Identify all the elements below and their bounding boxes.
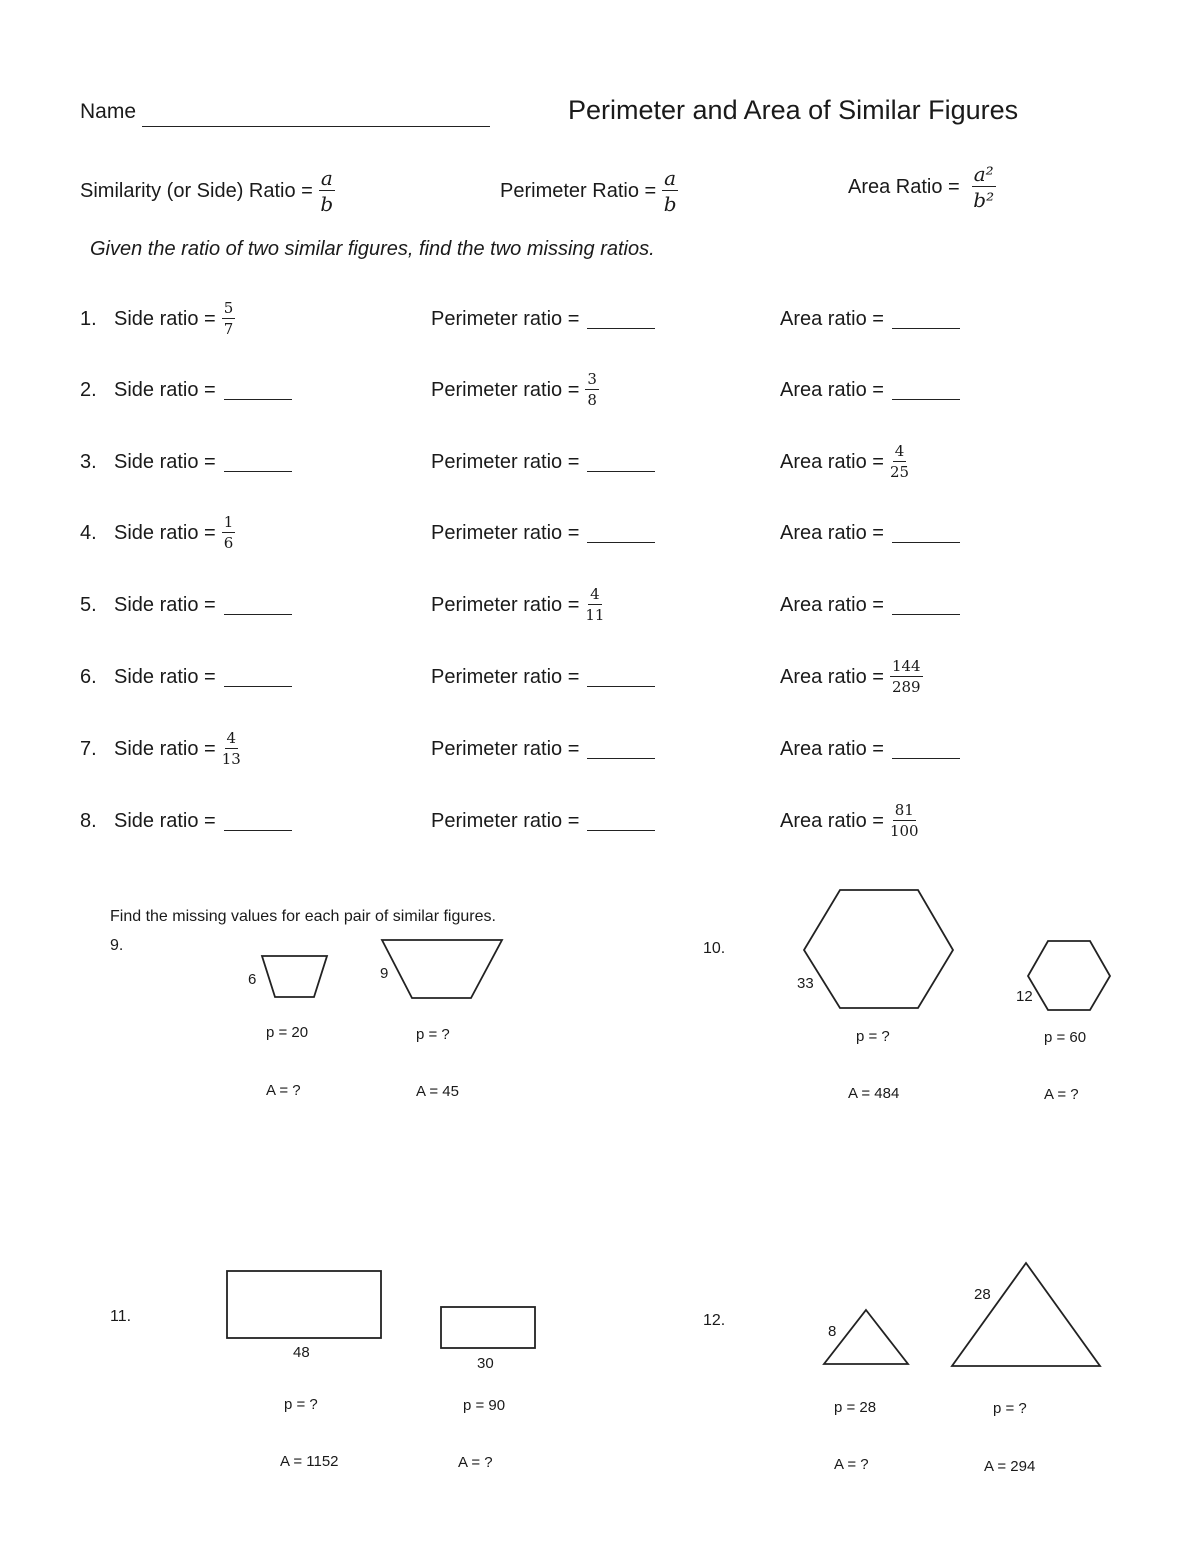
side-length-label: 12 bbox=[1016, 988, 1033, 1005]
name-field[interactable] bbox=[142, 126, 490, 127]
fraction-numerator: 3 bbox=[587, 370, 597, 388]
problem-number: 1. bbox=[80, 307, 97, 330]
perimeter-ratio-answer-blank[interactable] bbox=[587, 812, 655, 831]
area-value: A = 1152 bbox=[280, 1453, 339, 1470]
side-ratio-label: Side ratio = bbox=[114, 521, 216, 544]
perimeter-ratio-label: Perimeter ratio = bbox=[431, 521, 580, 544]
perimeter-ratio-label: Perimeter ratio = bbox=[431, 307, 580, 330]
area-value: A = ? bbox=[834, 1456, 869, 1473]
similarity-ratio-label: Similarity (or Side) Ratio = bbox=[80, 179, 313, 202]
area-ratio-label: Area ratio = bbox=[780, 593, 884, 616]
side-length-label: 48 bbox=[293, 1344, 310, 1361]
side-ratio-answer-blank[interactable] bbox=[224, 668, 292, 687]
perimeter-ratio-label: Perimeter Ratio = bbox=[500, 179, 657, 202]
area-ratio-answer-blank[interactable] bbox=[892, 381, 960, 400]
fraction-numerator: a bbox=[664, 166, 677, 190]
problem-number: 11. bbox=[110, 1308, 132, 1325]
area-ratio-answer-blank[interactable] bbox=[892, 596, 960, 615]
similarity-ratio-fraction bbox=[319, 168, 335, 214]
fraction-numerator: 1 bbox=[223, 513, 234, 531]
area-value: A = 294 bbox=[984, 1458, 1036, 1475]
perimeter-ratio-label: Perimeter ratio = bbox=[431, 593, 580, 616]
area-value: A = 45 bbox=[416, 1083, 459, 1100]
side-length-label: 8 bbox=[828, 1323, 837, 1340]
problem-number: 8. bbox=[80, 809, 97, 832]
perimeter-value: p = ? bbox=[284, 1396, 318, 1413]
area-ratio-fraction bbox=[890, 803, 919, 839]
area-ratio-label: Area ratio = bbox=[780, 307, 884, 330]
side-ratio-answer-blank[interactable] bbox=[224, 453, 292, 472]
problem-number: 7. bbox=[80, 737, 97, 760]
side-ratio-label: Side ratio = bbox=[114, 593, 216, 616]
fraction-numerator: a bbox=[320, 166, 333, 190]
area-value: A = ? bbox=[458, 1454, 493, 1471]
fraction-numerator: 4 bbox=[226, 729, 237, 747]
side-length-label: 33 bbox=[797, 975, 814, 992]
side-ratio-label: Side ratio = bbox=[114, 450, 216, 473]
perimeter-ratio-answer-blank[interactable] bbox=[587, 524, 655, 543]
side-ratio-fraction bbox=[222, 515, 236, 551]
perimeter-ratio-label: Perimeter ratio = bbox=[431, 737, 580, 760]
area-value: A = 484 bbox=[848, 1085, 900, 1102]
problem-number: 2. bbox=[80, 378, 97, 401]
perimeter-value: p = 20 bbox=[266, 1024, 309, 1041]
fraction-numerator: 144 bbox=[891, 657, 921, 675]
perimeter-ratio-fraction bbox=[585, 372, 599, 408]
perimeter-ratio-cell bbox=[431, 724, 655, 774]
side-length-label: 30 bbox=[477, 1355, 494, 1372]
side-ratio-fraction bbox=[222, 731, 241, 767]
fraction-numerator: 81 bbox=[894, 801, 914, 819]
area-ratio-cell bbox=[780, 437, 909, 487]
fraction-denominator: b bbox=[663, 192, 677, 216]
fraction-denominator: 13 bbox=[221, 750, 241, 768]
problem-number: 12. bbox=[703, 1312, 726, 1329]
perimeter-ratio-answer-blank[interactable] bbox=[587, 668, 655, 687]
area-value: A = ? bbox=[266, 1082, 301, 1099]
side-ratio-label: Side ratio = bbox=[114, 809, 216, 832]
section2-title: Find the missing values for each pair of similar figures. bbox=[110, 908, 496, 925]
side-ratio-cell bbox=[80, 724, 241, 774]
side-length-label: 6 bbox=[248, 971, 257, 988]
side-ratio-answer-blank[interactable] bbox=[224, 596, 292, 615]
side-ratio-cell bbox=[80, 580, 292, 630]
triangle-large bbox=[0, 0, 1, 1]
side-ratio-label: Side ratio = bbox=[114, 307, 216, 330]
problem-number: 9. bbox=[110, 937, 124, 954]
perimeter-ratio-answer-blank[interactable] bbox=[587, 310, 655, 329]
area-ratio-fraction bbox=[972, 164, 996, 210]
area-ratio-label: Area ratio = bbox=[780, 665, 884, 688]
fraction-denominator: 289 bbox=[891, 678, 921, 696]
fraction-denominator: b² bbox=[973, 188, 995, 212]
fraction-denominator: 8 bbox=[587, 391, 597, 409]
area-ratio-label: Area Ratio = bbox=[848, 175, 960, 198]
perimeter-ratio-answer-blank[interactable] bbox=[587, 740, 655, 759]
area-ratio-label: Area ratio = bbox=[780, 521, 884, 544]
problem-number: 5. bbox=[80, 593, 97, 616]
problem-number: 10. bbox=[703, 940, 726, 957]
perimeter-ratio-cell bbox=[431, 796, 655, 846]
area-ratio-cell bbox=[780, 796, 919, 846]
area-ratio-answer-blank[interactable] bbox=[892, 310, 960, 329]
similarity-ratio-formula bbox=[80, 168, 335, 214]
perimeter-ratio-cell bbox=[431, 508, 655, 558]
area-ratio-cell bbox=[780, 580, 960, 630]
perimeter-ratio-label: Perimeter ratio = bbox=[431, 809, 580, 832]
perimeter-value: p = ? bbox=[416, 1026, 450, 1043]
area-ratio-cell bbox=[780, 508, 960, 558]
perimeter-ratio-formula bbox=[500, 168, 678, 214]
page-title: Perimeter and Area of Similar Figures bbox=[568, 95, 1019, 125]
side-ratio-cell bbox=[80, 508, 235, 558]
side-length-label: 28 bbox=[974, 1286, 991, 1303]
fraction-numerator: a² bbox=[973, 162, 994, 186]
area-value: A = ? bbox=[1044, 1086, 1079, 1103]
perimeter-ratio-label: Perimeter ratio = bbox=[431, 450, 580, 473]
area-ratio-fraction bbox=[890, 444, 909, 480]
problem-number: 4. bbox=[80, 521, 97, 544]
area-ratio-label: Area ratio = bbox=[780, 450, 884, 473]
area-ratio-cell bbox=[780, 365, 960, 415]
fraction-denominator: b bbox=[320, 192, 334, 216]
side-length-label: 9 bbox=[380, 965, 389, 982]
instructions: Given the ratio of two similar figures, find the two missing ratios. bbox=[90, 238, 655, 260]
perimeter-ratio-answer-blank[interactable] bbox=[587, 453, 655, 472]
perimeter-value: p = ? bbox=[993, 1400, 1027, 1417]
area-ratio-cell bbox=[780, 724, 960, 774]
perimeter-ratio-label: Perimeter ratio = bbox=[431, 665, 580, 688]
area-ratio-fraction bbox=[890, 659, 923, 695]
perimeter-ratio-cell bbox=[431, 437, 655, 487]
area-ratio-label: Area ratio = bbox=[780, 737, 884, 760]
side-ratio-cell bbox=[80, 365, 292, 415]
perimeter-value: p = 90 bbox=[463, 1397, 506, 1414]
fraction-numerator: 4 bbox=[590, 585, 600, 603]
fraction-denominator: 11 bbox=[585, 606, 605, 624]
perimeter-ratio-cell bbox=[431, 294, 655, 344]
area-ratio-answer-blank[interactable] bbox=[892, 524, 960, 543]
perimeter-ratio-cell bbox=[431, 580, 604, 630]
perimeter-ratio-label: Perimeter ratio = bbox=[431, 378, 580, 401]
area-ratio-cell bbox=[780, 294, 960, 344]
perimeter-value: p = 60 bbox=[1044, 1029, 1087, 1046]
side-ratio-label: Side ratio = bbox=[114, 665, 216, 688]
area-ratio-formula bbox=[848, 164, 996, 210]
area-ratio-answer-blank[interactable] bbox=[892, 740, 960, 759]
side-ratio-cell bbox=[80, 294, 235, 344]
perimeter-ratio-fraction bbox=[662, 168, 678, 214]
fraction-numerator: 5 bbox=[223, 299, 234, 317]
side-ratio-answer-blank[interactable] bbox=[224, 381, 292, 400]
perimeter-ratio-cell bbox=[431, 365, 599, 415]
fraction-denominator: 100 bbox=[889, 822, 919, 840]
name-label: Name bbox=[80, 100, 137, 123]
fraction-denominator: 6 bbox=[223, 534, 234, 552]
side-ratio-fraction bbox=[222, 301, 236, 337]
fraction-denominator: 7 bbox=[223, 320, 234, 338]
side-ratio-cell bbox=[80, 652, 292, 702]
area-ratio-label: Area ratio = bbox=[780, 378, 884, 401]
fraction-numerator: 4 bbox=[894, 442, 905, 460]
perimeter-ratio-fraction bbox=[585, 587, 604, 623]
side-ratio-answer-blank[interactable] bbox=[224, 812, 292, 831]
fraction-denominator: 25 bbox=[889, 463, 910, 481]
perimeter-value: p = 28 bbox=[834, 1399, 877, 1416]
area-ratio-cell bbox=[780, 652, 923, 702]
side-ratio-cell bbox=[80, 437, 292, 487]
side-ratio-label: Side ratio = bbox=[114, 378, 216, 401]
perimeter-value: p = ? bbox=[856, 1028, 890, 1045]
problem-number: 6. bbox=[80, 665, 97, 688]
problem-number: 3. bbox=[80, 450, 97, 473]
perimeter-ratio-cell bbox=[431, 652, 655, 702]
side-ratio-cell bbox=[80, 796, 292, 846]
area-ratio-label: Area ratio = bbox=[780, 809, 884, 832]
side-ratio-label: Side ratio = bbox=[114, 737, 216, 760]
